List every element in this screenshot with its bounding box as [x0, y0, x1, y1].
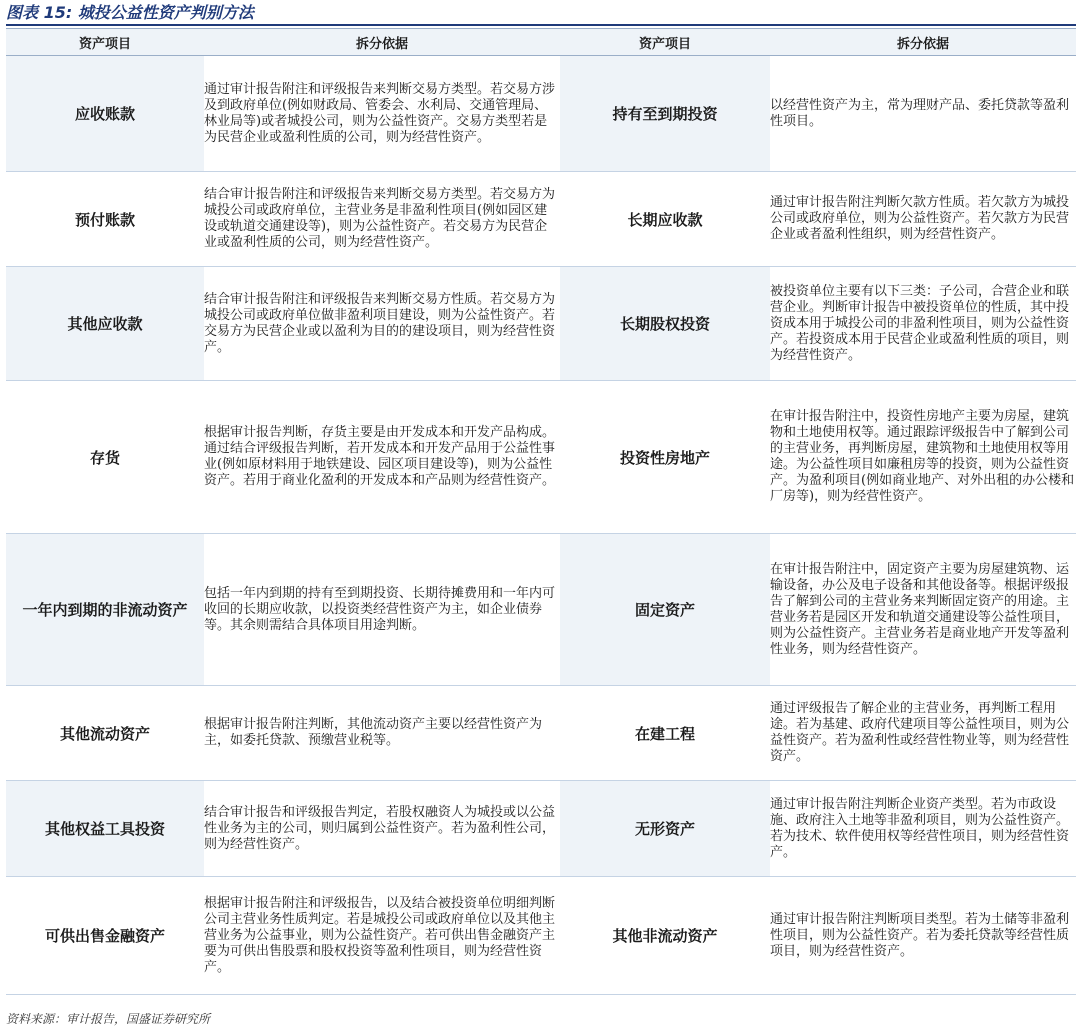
left-basis: 根据审计报告附注判断，其他流动资产主要以经营性资产为主，如委托贷款、预缴营业税等。 — [204, 686, 560, 781]
left-asset-item: 预付账款 — [6, 172, 204, 267]
right-basis: 以经营性资产为主，常为理财产品、委托贷款等盈利性项目。 — [770, 56, 1076, 172]
left-basis: 根据审计报告判断，存货主要是由开发成本和开发产品构成。通过结合评级报告判断，若开发成本和开发产品用于公益性事业(例如原材料用于地铁建设、园区项目建设等)，则为公益性资产。若用于商业化盈利的开发成本和产品则为经营性资产。 — [204, 381, 560, 534]
left-asset-item: 应收账款 — [6, 56, 204, 172]
header-asset-item-right: 资产项目 — [560, 29, 770, 56]
right-basis: 在审计报告附注中，固定资产主要为房屋建筑物、运输设备，办公及电子设备和其他设备等。根据评级报告了解到公司的主营业务来判断固定资产的用途。主营业务若是园区开发和轨道交通建设等公益性项目，则为公益性资产。主营业务若是商业地产开发等盈利性业务，则为经营性资产。 — [770, 534, 1076, 686]
left-asset-item: 其他应收款 — [6, 267, 204, 381]
source-note: 资料来源：审计报告，国盛证券研究所 — [6, 1012, 211, 1026]
table-row — [6, 534, 1076, 686]
left-asset-item: 一年内到期的非流动资产 — [6, 534, 204, 686]
right-basis: 通过评级报告了解企业的主营业务，再判断工程用途。若为基建、政府代建项目等公益性项目，则为公益性资产。若为盈利性或经营性物业等，则为经营性资产。 — [770, 686, 1076, 781]
table-row — [6, 172, 1076, 267]
left-basis: 包括一年内到期的持有至到期投资、长期待摊费用和一年内可收回的长期应收款，以投资类经营性资产为主，如企业债券等。其余则需结合具体项目用途判断。 — [204, 534, 560, 686]
left-asset-item: 其他流动资产 — [6, 686, 204, 781]
table-row — [6, 686, 1076, 781]
header-basis-right: 拆分依据 — [770, 29, 1076, 56]
right-basis: 通过审计报告附注判断企业资产类型。若为市政设施、政府注入土地等非盈利项目，则为公益性资产。若为技术、软件使用权等经营性项目，则为经营性资产。 — [770, 781, 1076, 877]
right-asset-item: 持有至到期投资 — [560, 56, 770, 172]
left-asset-item: 可供出售金融资产 — [6, 877, 204, 995]
left-asset-item: 其他权益工具投资 — [6, 781, 204, 877]
left-basis: 通过审计报告附注和评级报告来判断交易方类型。若交易方涉及到政府单位(例如财政局、管委会、水利局、交通管理局、林业局等)或者城投公司，则为公益性资产。交易方类型若是为民营企业或盈利性质的公司，则为经营性资产。 — [204, 56, 560, 172]
left-basis: 结合审计报告附注和评级报告来判断交易方性质。若交易方为城投公司或政府单位做非盈利项目建设，则为公益性资产。若交易方为民营企业或以盈利为目的的建设项目，则为经营性资产。 — [204, 267, 560, 381]
right-basis: 在审计报告附注中，投资性房地产主要为房屋，建筑物和土地使用权等。通过跟踪评级报告中了解到公司的主营业务，再判断房屋，建筑物和土地使用权等用途。为公益性项目如廉租房等的投资，则为公益性资产。为盈利项目(例如商业地产、对外出租的办公楼和厂房等)，则为经营性资产。 — [770, 381, 1076, 534]
right-asset-item: 长期应收款 — [560, 172, 770, 267]
table-row — [6, 267, 1076, 381]
figure-title: 图表 15: 城投公益性资产判别方法 — [6, 2, 1076, 26]
right-basis: 通过审计报告附注判断项目类型。若为土储等非盈利性项目，则为公益性资产。若为委托贷款等经营性质项目，则为经营性资产。 — [770, 877, 1076, 995]
right-asset-item: 投资性房地产 — [560, 381, 770, 534]
left-asset-item: 存货 — [6, 381, 204, 534]
table-row — [6, 56, 1076, 172]
left-basis: 结合审计报告和评级报告判定，若股权融资人为城投或以公益性业务为主的公司，则归属到公益性资产。若为盈利性公司，则为经营性资产。 — [204, 781, 560, 877]
right-asset-item: 无形资产 — [560, 781, 770, 877]
right-basis: 被投资单位主要有以下三类：子公司，合营企业和联营企业。判断审计报告中被投资单位的性质，其中投资成本用于城投公司的非盈利性项目，则为公益性资产。若投资成本用于民营企业或盈利性质的项目，则为经营性资产。 — [770, 267, 1076, 381]
table-row — [6, 781, 1076, 877]
header-basis-left: 拆分依据 — [204, 29, 560, 56]
right-asset-item: 在建工程 — [560, 686, 770, 781]
right-basis: 通过审计报告附注判断欠款方性质。若欠款方为城投公司或政府单位，则为公益性资产。若欠款方为民营企业或者盈利性组织，则为经营性资产。 — [770, 172, 1076, 267]
classification-table — [6, 28, 1076, 995]
table-header-row — [6, 29, 1076, 56]
table-row — [6, 381, 1076, 534]
left-basis: 结合审计报告附注和评级报告来判断交易方类型。若交易方为城投公司或政府单位，主营业务是非盈利性项目(例如园区建设或轨道交通建设等)，则为公益性资产。若交易方为民营企业或盈利性质的公司，则为经营性资产。 — [204, 172, 560, 267]
header-asset-item-left: 资产项目 — [6, 29, 204, 56]
right-asset-item: 长期股权投资 — [560, 267, 770, 381]
right-asset-item: 固定资产 — [560, 534, 770, 686]
table-row — [6, 877, 1076, 995]
left-basis: 根据审计报告附注和评级报告，以及结合被投资单位明细判断公司主营业务性质判定。若是城投公司或政府单位以及其他主营业务为公益事业，则为公益性资产。若可供出售金融资产主要为可供出售股票和股权投资等盈利性项目，则为经营性资产。 — [204, 877, 560, 995]
right-asset-item: 其他非流动资产 — [560, 877, 770, 995]
